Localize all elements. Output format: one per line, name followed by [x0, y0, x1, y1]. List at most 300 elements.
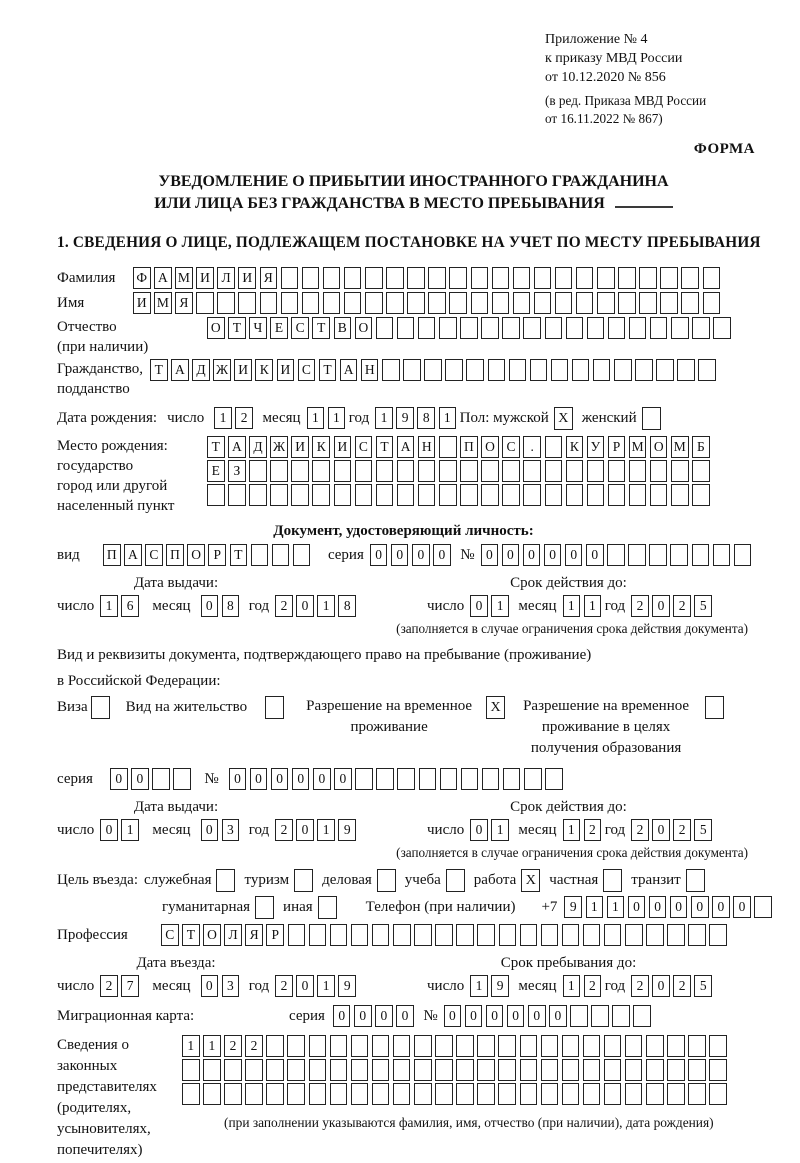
char-cell[interactable]: М	[629, 436, 647, 458]
birth-day-field[interactable]	[214, 407, 256, 429]
char-cell[interactable]	[272, 544, 290, 566]
char-cell[interactable]	[629, 460, 647, 482]
char-cell[interactable]: С	[298, 359, 316, 381]
char-cell[interactable]: 0	[652, 595, 670, 617]
char-cell[interactable]	[393, 1083, 411, 1105]
char-cell[interactable]: М	[175, 267, 193, 289]
char-cell[interactable]: 2	[100, 975, 118, 997]
id-valid-year-field[interactable]	[631, 595, 715, 617]
char-cell[interactable]	[372, 1083, 390, 1105]
char-cell[interactable]	[545, 484, 563, 506]
char-cell[interactable]	[334, 484, 352, 506]
char-cell[interactable]: 1	[470, 975, 488, 997]
char-cell[interactable]: 9	[396, 407, 414, 429]
char-cell[interactable]: Р	[608, 436, 626, 458]
char-cell[interactable]	[614, 359, 632, 381]
representatives-field-row2[interactable]	[182, 1059, 730, 1081]
char-cell[interactable]: 0	[201, 595, 219, 617]
char-cell[interactable]: П	[166, 544, 184, 566]
char-cell[interactable]	[709, 1035, 727, 1057]
char-cell[interactable]	[660, 267, 678, 289]
char-cell[interactable]	[570, 1005, 588, 1027]
char-cell[interactable]	[709, 1083, 727, 1105]
char-cell[interactable]	[376, 484, 394, 506]
char-cell[interactable]: 5	[694, 595, 712, 617]
char-cell[interactable]	[555, 267, 573, 289]
char-cell[interactable]	[604, 924, 622, 946]
char-cell[interactable]: И	[234, 359, 252, 381]
char-cell[interactable]: М	[671, 436, 689, 458]
char-cell[interactable]	[288, 924, 306, 946]
char-cell[interactable]: 9	[491, 975, 509, 997]
char-cell[interactable]	[646, 1035, 664, 1057]
char-cell[interactable]: 1	[328, 407, 346, 429]
char-cell[interactable]	[488, 359, 506, 381]
char-cell[interactable]	[646, 924, 664, 946]
char-cell[interactable]: 1	[563, 819, 581, 841]
char-cell[interactable]	[541, 1059, 559, 1081]
char-cell[interactable]	[692, 544, 710, 566]
char-cell[interactable]: 2	[584, 819, 602, 841]
char-cell[interactable]: 0	[444, 1005, 462, 1027]
permit-valid-year-field[interactable]	[631, 819, 715, 841]
char-cell[interactable]: Н	[418, 436, 436, 458]
char-cell[interactable]	[608, 460, 626, 482]
char-cell[interactable]	[344, 292, 362, 314]
char-cell[interactable]	[481, 484, 499, 506]
migration-number-field[interactable]	[444, 1005, 655, 1027]
char-cell[interactable]	[670, 544, 688, 566]
char-cell[interactable]	[238, 292, 256, 314]
char-cell[interactable]	[520, 1035, 538, 1057]
char-cell[interactable]: 2	[275, 975, 293, 997]
char-cell[interactable]: С	[502, 436, 520, 458]
char-cell[interactable]: И	[196, 267, 214, 289]
char-cell[interactable]: 0	[565, 544, 583, 566]
char-cell[interactable]	[545, 436, 563, 458]
char-cell[interactable]	[414, 1035, 432, 1057]
char-cell[interactable]	[260, 292, 278, 314]
entry-month-field[interactable]	[201, 975, 243, 997]
char-cell[interactable]	[351, 1083, 369, 1105]
char-cell[interactable]: 0	[229, 768, 247, 790]
purpose-private-checkbox[interactable]	[603, 869, 622, 892]
char-cell[interactable]	[477, 924, 495, 946]
char-cell[interactable]: 7	[121, 975, 139, 997]
char-cell[interactable]: 0	[131, 768, 149, 790]
char-cell[interactable]	[541, 1035, 559, 1057]
char-cell[interactable]	[460, 484, 478, 506]
char-cell[interactable]	[397, 460, 415, 482]
char-cell[interactable]: 1	[563, 595, 581, 617]
char-cell[interactable]	[523, 460, 541, 482]
char-cell[interactable]: 1	[317, 595, 335, 617]
char-cell[interactable]: 2	[275, 595, 293, 617]
char-cell[interactable]	[397, 484, 415, 506]
char-cell[interactable]	[355, 460, 373, 482]
char-cell[interactable]	[355, 484, 373, 506]
char-cell[interactable]	[386, 292, 404, 314]
char-cell[interactable]: 2	[673, 595, 691, 617]
char-cell[interactable]	[266, 1083, 284, 1105]
char-cell[interactable]: 0	[586, 544, 604, 566]
char-cell[interactable]	[541, 1083, 559, 1105]
char-cell[interactable]: Я	[260, 267, 278, 289]
char-cell[interactable]: Л	[224, 924, 242, 946]
char-cell[interactable]	[703, 267, 721, 289]
char-cell[interactable]: О	[481, 436, 499, 458]
char-cell[interactable]	[583, 1035, 601, 1057]
char-cell[interactable]	[650, 317, 668, 339]
char-cell[interactable]: 0	[465, 1005, 483, 1027]
char-cell[interactable]	[418, 460, 436, 482]
temp-permit-checkbox[interactable]: X	[486, 696, 505, 719]
doc-series-field[interactable]	[370, 544, 454, 566]
char-cell[interactable]	[566, 317, 584, 339]
citizenship-field[interactable]	[150, 359, 720, 381]
char-cell[interactable]	[344, 267, 362, 289]
char-cell[interactable]: 2	[584, 975, 602, 997]
char-cell[interactable]	[534, 292, 552, 314]
char-cell[interactable]	[393, 1035, 411, 1057]
char-cell[interactable]	[545, 768, 563, 790]
char-cell[interactable]: 9	[338, 975, 356, 997]
sex-male-checkbox[interactable]: X	[554, 407, 573, 430]
char-cell[interactable]	[365, 267, 383, 289]
char-cell[interactable]	[481, 460, 499, 482]
permit-valid-day-field[interactable]	[470, 819, 512, 841]
char-cell[interactable]: 6	[121, 595, 139, 617]
char-cell[interactable]	[618, 292, 636, 314]
char-cell[interactable]	[639, 292, 657, 314]
char-cell[interactable]	[182, 1083, 200, 1105]
char-cell[interactable]	[291, 460, 309, 482]
char-cell[interactable]	[709, 924, 727, 946]
char-cell[interactable]: 0	[250, 768, 268, 790]
char-cell[interactable]: 0	[296, 595, 314, 617]
char-cell[interactable]: 3	[222, 819, 240, 841]
residence-permit-checkbox[interactable]	[265, 696, 284, 719]
char-cell[interactable]	[460, 460, 478, 482]
char-cell[interactable]: 1	[563, 975, 581, 997]
char-cell[interactable]: 0	[334, 768, 352, 790]
char-cell[interactable]	[287, 1059, 305, 1081]
char-cell[interactable]: С	[145, 544, 163, 566]
char-cell[interactable]: 8	[338, 595, 356, 617]
char-cell[interactable]: 1	[375, 407, 393, 429]
char-cell[interactable]	[608, 484, 626, 506]
char-cell[interactable]: С	[355, 436, 373, 458]
char-cell[interactable]: Л	[217, 267, 235, 289]
char-cell[interactable]	[583, 924, 601, 946]
char-cell[interactable]	[604, 1059, 622, 1081]
char-cell[interactable]: 8	[222, 595, 240, 617]
char-cell[interactable]: 0	[313, 768, 331, 790]
char-cell[interactable]: 1	[317, 819, 335, 841]
char-cell[interactable]	[460, 317, 478, 339]
char-cell[interactable]: Д	[192, 359, 210, 381]
purpose-study-checkbox[interactable]	[446, 869, 465, 892]
doc-number-field[interactable]	[481, 544, 755, 566]
char-cell[interactable]	[249, 460, 267, 482]
char-cell[interactable]: 0	[370, 544, 388, 566]
char-cell[interactable]	[323, 267, 341, 289]
char-cell[interactable]: К	[566, 436, 584, 458]
char-cell[interactable]	[667, 1035, 685, 1057]
char-cell[interactable]	[382, 359, 400, 381]
char-cell[interactable]	[667, 1059, 685, 1081]
char-cell[interactable]	[393, 1059, 411, 1081]
stay-year-field[interactable]	[631, 975, 715, 997]
char-cell[interactable]: А	[171, 359, 189, 381]
char-cell[interactable]	[509, 359, 527, 381]
char-cell[interactable]	[309, 1059, 327, 1081]
char-cell[interactable]: 1	[317, 975, 335, 997]
char-cell[interactable]	[291, 484, 309, 506]
char-cell[interactable]: 1	[586, 896, 604, 918]
char-cell[interactable]	[513, 292, 531, 314]
char-cell[interactable]	[597, 267, 615, 289]
char-cell[interactable]: Я	[175, 292, 193, 314]
char-cell[interactable]: 3	[222, 975, 240, 997]
birth-place-field-row2[interactable]	[207, 460, 713, 482]
char-cell[interactable]: 0	[201, 819, 219, 841]
char-cell[interactable]: О	[355, 317, 373, 339]
char-cell[interactable]	[224, 1059, 242, 1081]
char-cell[interactable]: Р	[266, 924, 284, 946]
char-cell[interactable]	[365, 292, 383, 314]
char-cell[interactable]	[351, 924, 369, 946]
char-cell[interactable]: В	[334, 317, 352, 339]
char-cell[interactable]: 1	[182, 1035, 200, 1057]
char-cell[interactable]: Т	[312, 317, 330, 339]
char-cell[interactable]: Т	[376, 436, 394, 458]
char-cell[interactable]: А	[397, 436, 415, 458]
char-cell[interactable]: 0	[549, 1005, 567, 1027]
char-cell[interactable]	[281, 292, 299, 314]
char-cell[interactable]: .	[523, 436, 541, 458]
char-cell[interactable]	[414, 924, 432, 946]
name-field[interactable]	[133, 292, 724, 314]
char-cell[interactable]	[393, 924, 411, 946]
char-cell[interactable]	[228, 484, 246, 506]
char-cell[interactable]	[439, 460, 457, 482]
char-cell[interactable]: И	[334, 436, 352, 458]
char-cell[interactable]: 1	[121, 819, 139, 841]
char-cell[interactable]: 8	[417, 407, 435, 429]
char-cell[interactable]: О	[207, 317, 225, 339]
char-cell[interactable]: 0	[712, 896, 730, 918]
char-cell[interactable]	[513, 267, 531, 289]
char-cell[interactable]: 0	[470, 595, 488, 617]
char-cell[interactable]	[698, 359, 716, 381]
char-cell[interactable]	[372, 1059, 390, 1081]
char-cell[interactable]: 0	[652, 975, 670, 997]
char-cell[interactable]: О	[203, 924, 221, 946]
char-cell[interactable]: 0	[544, 544, 562, 566]
char-cell[interactable]	[709, 1059, 727, 1081]
char-cell[interactable]	[650, 460, 668, 482]
char-cell[interactable]	[524, 768, 542, 790]
char-cell[interactable]	[502, 317, 520, 339]
char-cell[interactable]: Т	[182, 924, 200, 946]
char-cell[interactable]	[414, 1083, 432, 1105]
char-cell[interactable]	[440, 768, 458, 790]
char-cell[interactable]	[397, 768, 415, 790]
char-cell[interactable]: Т	[207, 436, 225, 458]
char-cell[interactable]: 0	[433, 544, 451, 566]
char-cell[interactable]: А	[340, 359, 358, 381]
char-cell[interactable]	[688, 1083, 706, 1105]
char-cell[interactable]	[414, 1059, 432, 1081]
char-cell[interactable]	[355, 768, 373, 790]
char-cell[interactable]: 0	[507, 1005, 525, 1027]
char-cell[interactable]	[428, 267, 446, 289]
char-cell[interactable]: К	[255, 359, 273, 381]
char-cell[interactable]: О	[650, 436, 668, 458]
char-cell[interactable]	[456, 1083, 474, 1105]
id-valid-day-field[interactable]	[470, 595, 512, 617]
char-cell[interactable]	[520, 1083, 538, 1105]
char-cell[interactable]	[604, 1083, 622, 1105]
char-cell[interactable]: 1	[491, 819, 509, 841]
char-cell[interactable]: 1	[584, 595, 602, 617]
char-cell[interactable]	[182, 1059, 200, 1081]
char-cell[interactable]	[628, 544, 646, 566]
char-cell[interactable]	[302, 267, 320, 289]
char-cell[interactable]: 0	[375, 1005, 393, 1027]
char-cell[interactable]	[224, 1083, 242, 1105]
char-cell[interactable]: 1	[203, 1035, 221, 1057]
char-cell[interactable]: 0	[271, 768, 289, 790]
visa-checkbox[interactable]	[91, 696, 110, 719]
purpose-work-checkbox[interactable]: X	[521, 869, 540, 892]
char-cell[interactable]	[692, 317, 710, 339]
char-cell[interactable]	[492, 267, 510, 289]
char-cell[interactable]: 1	[607, 896, 625, 918]
char-cell[interactable]	[376, 460, 394, 482]
char-cell[interactable]	[435, 924, 453, 946]
char-cell[interactable]	[449, 267, 467, 289]
char-cell[interactable]	[251, 544, 269, 566]
permit-series-field[interactable]	[110, 768, 194, 790]
char-cell[interactable]	[330, 1083, 348, 1105]
char-cell[interactable]: 1	[307, 407, 325, 429]
char-cell[interactable]	[646, 1059, 664, 1081]
char-cell[interactable]	[656, 359, 674, 381]
char-cell[interactable]	[330, 924, 348, 946]
permit-issue-day-field[interactable]	[100, 819, 142, 841]
char-cell[interactable]	[576, 267, 594, 289]
char-cell[interactable]: 2	[673, 819, 691, 841]
char-cell[interactable]: 0	[100, 819, 118, 841]
char-cell[interactable]	[545, 317, 563, 339]
char-cell[interactable]	[270, 460, 288, 482]
char-cell[interactable]	[667, 924, 685, 946]
char-cell[interactable]	[266, 1035, 284, 1057]
char-cell[interactable]	[583, 1083, 601, 1105]
char-cell[interactable]	[671, 317, 689, 339]
char-cell[interactable]	[397, 317, 415, 339]
char-cell[interactable]	[456, 1059, 474, 1081]
char-cell[interactable]: 0	[292, 768, 310, 790]
char-cell[interactable]	[477, 1083, 495, 1105]
char-cell[interactable]	[418, 317, 436, 339]
patronymic-field[interactable]	[207, 317, 734, 339]
char-cell[interactable]: А	[228, 436, 246, 458]
id-issue-day-field[interactable]	[100, 595, 142, 617]
char-cell[interactable]	[419, 768, 437, 790]
char-cell[interactable]: У	[587, 436, 605, 458]
phone-field[interactable]	[564, 896, 775, 918]
char-cell[interactable]: Е	[207, 460, 225, 482]
char-cell[interactable]: 0	[652, 819, 670, 841]
char-cell[interactable]	[376, 317, 394, 339]
surname-field[interactable]	[133, 267, 724, 289]
char-cell[interactable]	[572, 359, 590, 381]
char-cell[interactable]	[692, 484, 710, 506]
char-cell[interactable]	[266, 1059, 284, 1081]
purpose-other-checkbox[interactable]	[318, 896, 337, 919]
doc-kind-field[interactable]	[103, 544, 314, 566]
char-cell[interactable]	[523, 484, 541, 506]
char-cell[interactable]: З	[228, 460, 246, 482]
char-cell[interactable]	[249, 484, 267, 506]
char-cell[interactable]	[203, 1059, 221, 1081]
char-cell[interactable]: 9	[338, 819, 356, 841]
purpose-tourism-checkbox[interactable]	[294, 869, 313, 892]
char-cell[interactable]: 0	[670, 896, 688, 918]
char-cell[interactable]: 2	[224, 1035, 242, 1057]
char-cell[interactable]	[245, 1083, 263, 1105]
char-cell[interactable]: Ж	[213, 359, 231, 381]
char-cell[interactable]: 0	[649, 896, 667, 918]
char-cell[interactable]	[688, 1035, 706, 1057]
char-cell[interactable]	[688, 1059, 706, 1081]
char-cell[interactable]	[671, 460, 689, 482]
char-cell[interactable]: 0	[523, 544, 541, 566]
char-cell[interactable]	[456, 924, 474, 946]
char-cell[interactable]: 9	[564, 896, 582, 918]
char-cell[interactable]	[530, 359, 548, 381]
char-cell[interactable]: 0	[470, 819, 488, 841]
char-cell[interactable]	[270, 484, 288, 506]
char-cell[interactable]	[593, 359, 611, 381]
char-cell[interactable]	[481, 317, 499, 339]
char-cell[interactable]	[692, 460, 710, 482]
char-cell[interactable]: 0	[412, 544, 430, 566]
char-cell[interactable]	[424, 359, 442, 381]
char-cell[interactable]	[456, 1035, 474, 1057]
char-cell[interactable]: 0	[391, 544, 409, 566]
char-cell[interactable]	[503, 768, 521, 790]
char-cell[interactable]	[330, 1059, 348, 1081]
char-cell[interactable]	[302, 292, 320, 314]
char-cell[interactable]	[607, 544, 625, 566]
purpose-transit-checkbox[interactable]	[686, 869, 705, 892]
char-cell[interactable]: А	[124, 544, 142, 566]
permit-valid-month-field[interactable]	[563, 819, 605, 841]
char-cell[interactable]: 0	[733, 896, 751, 918]
char-cell[interactable]	[545, 460, 563, 482]
char-cell[interactable]	[217, 292, 235, 314]
char-cell[interactable]	[671, 484, 689, 506]
char-cell[interactable]	[754, 896, 772, 918]
char-cell[interactable]: Я	[245, 924, 263, 946]
char-cell[interactable]	[625, 1083, 643, 1105]
permit-number-field[interactable]	[229, 768, 567, 790]
char-cell[interactable]	[566, 460, 584, 482]
